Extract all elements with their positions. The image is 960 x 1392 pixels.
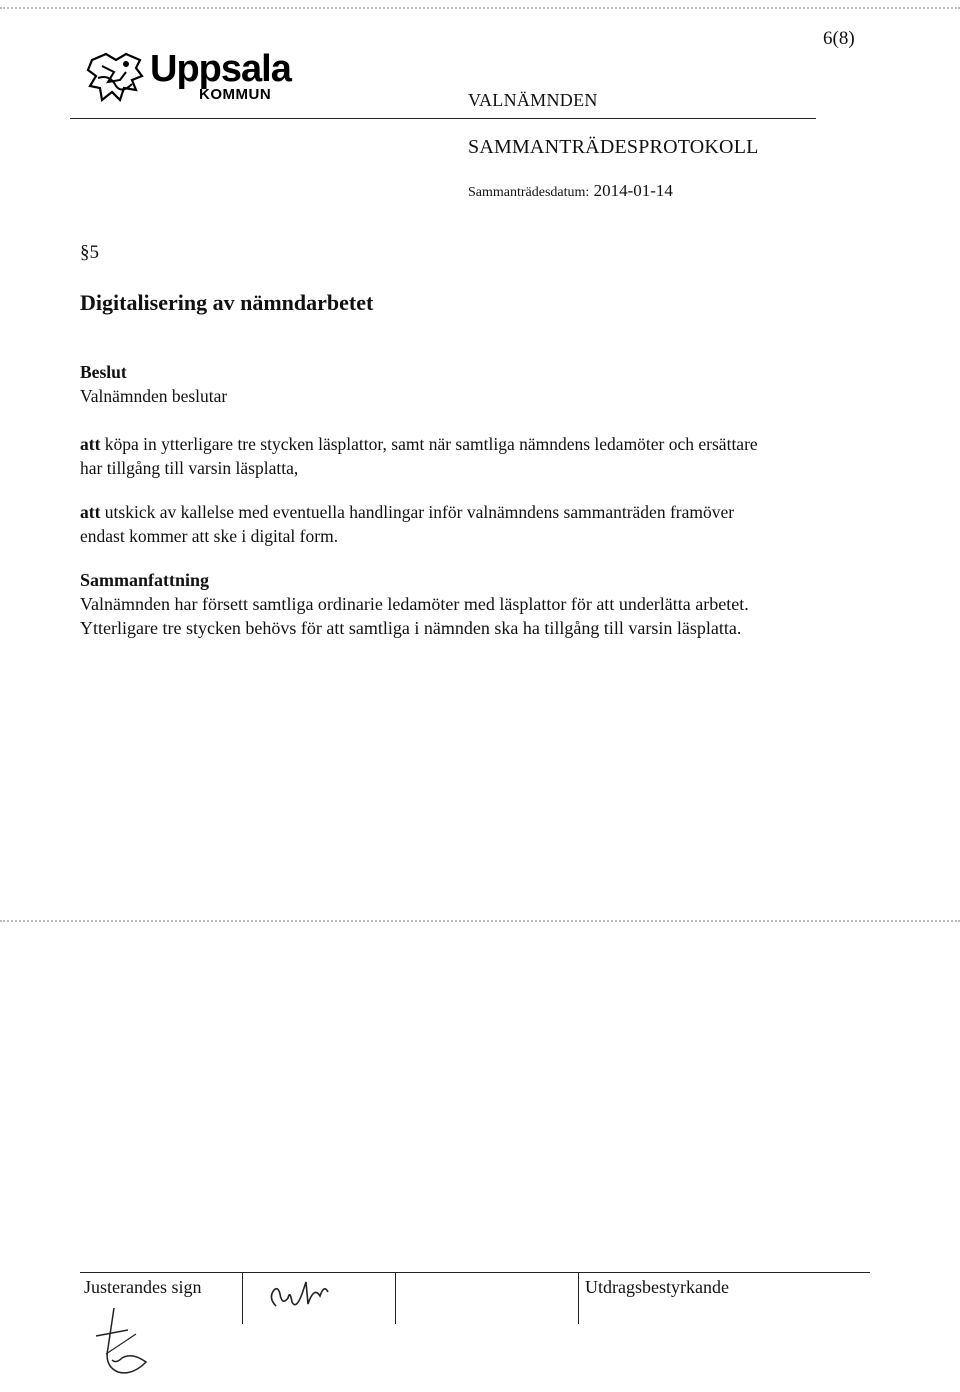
- scan-artifact-dots: [0, 7, 960, 9]
- signature-1: [262, 1276, 352, 1320]
- decision-item-text: utskick av kallelse med eventuella handlingar inför valnämndens sammanträden framöver: [104, 502, 735, 522]
- committee-name: VALNÄMNDEN: [468, 90, 598, 110]
- decision-item-1: [80, 432, 758, 480]
- footer-separator: [578, 1272, 579, 1324]
- decision-item-2: [80, 500, 734, 548]
- footer-separator: [395, 1272, 396, 1324]
- header-divider: [70, 118, 816, 119]
- meeting-date: [468, 181, 673, 201]
- decision-item-lead: att: [80, 434, 101, 454]
- scan-artifact-dots: [0, 920, 960, 922]
- footer-separator: [242, 1272, 243, 1324]
- summary-line: Valnämnden har försett samtliga ordinarie ledamöter med läsplattor för att underlätta arbetet.: [80, 594, 749, 614]
- decision-item-text: har tillgång till varsin läsplatta,: [80, 458, 299, 478]
- decision-item-text: köpa in ytterligare tre stycken läsplattor, samt när samtliga nämndens ledamöter och ersättare: [104, 434, 758, 454]
- decision-intro: Valnämnden beslutar: [80, 386, 228, 406]
- page-number: 6(8): [823, 28, 855, 49]
- section-number: §5: [80, 242, 99, 263]
- footer-divider: [80, 1272, 870, 1273]
- uppsala-kommun-logo: [86, 50, 291, 106]
- decision-item-lead: att: [80, 502, 101, 522]
- meeting-date-label: Sammanträdesdatum:: [468, 185, 590, 200]
- signature-2: [88, 1300, 158, 1380]
- meeting-date-value: 2014-01-14: [593, 181, 673, 200]
- decision-item-text: endast kommer att ske i digital form.: [80, 526, 339, 546]
- decision-heading: Beslut: [80, 362, 127, 382]
- logo-subtitle: KOMMUN: [199, 86, 272, 103]
- crest-icon: [86, 50, 148, 106]
- summary-line: Ytterligare tre stycken behövs för att samtliga i nämnden ska ha tillgång till varsin läsplatta.: [80, 618, 742, 638]
- utdragsbestyrkande-label: Utdragsbestyrkande: [585, 1277, 729, 1297]
- document-type: SAMMANTRÄDESPROTOKOLL: [468, 136, 759, 158]
- logo-wordmark: Uppsala: [150, 48, 291, 90]
- page-title: Digitalisering av nämndarbetet: [80, 290, 374, 315]
- summary-heading: Sammanfattning: [80, 570, 210, 590]
- justerandes-sign-label: Justerandes sign: [84, 1277, 202, 1297]
